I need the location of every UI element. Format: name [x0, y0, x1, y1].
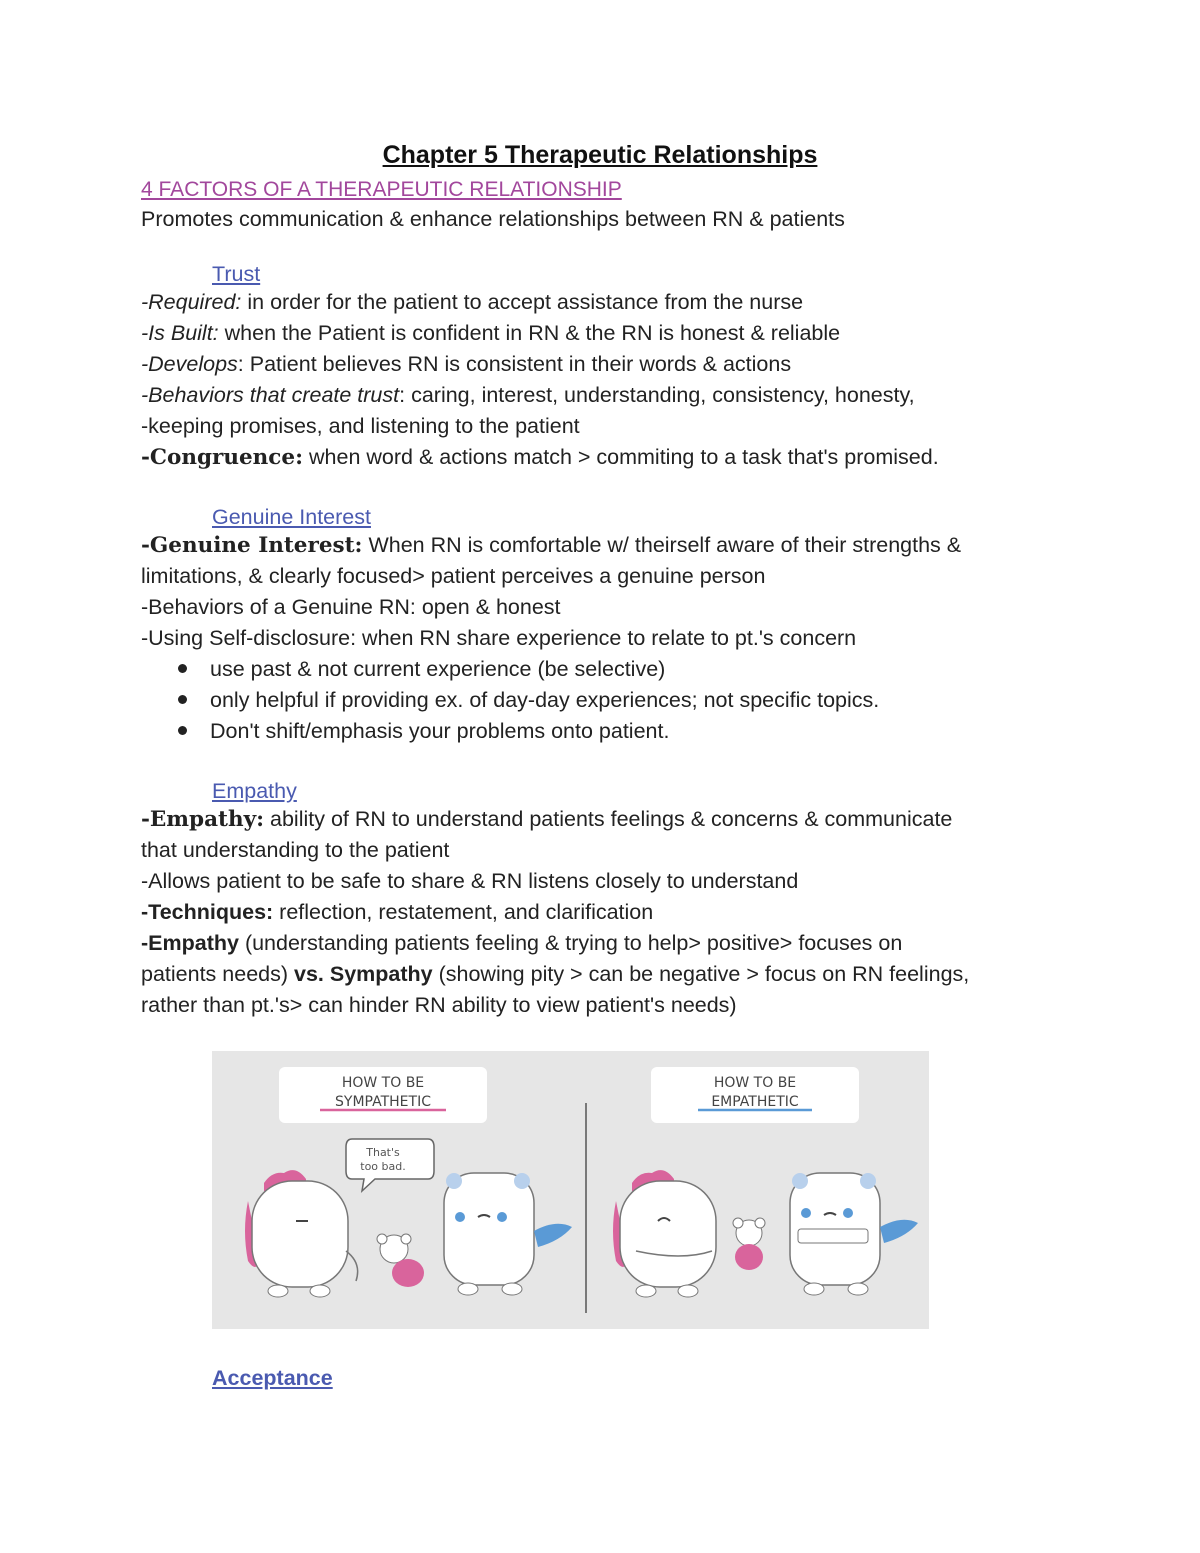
- left-label-line1: HOW TO BE: [341, 1075, 425, 1091]
- speech-line1: That's: [366, 1146, 400, 1159]
- trust-heading: Trust: [212, 262, 261, 286]
- empathy-heading: Empathy: [212, 779, 297, 803]
- pink-monster-left: [245, 1170, 358, 1297]
- genuine-self-disclosure: -Using Self-disclosure: when RN share experience to relate to pt.'s concern: [141, 626, 857, 650]
- genuine-heading: Genuine Interest: [212, 505, 371, 529]
- empathy-definition-cont: that understanding to the patient: [141, 838, 450, 862]
- acceptance-heading: Acceptance: [212, 1366, 333, 1390]
- trust-behaviors: -Behaviors that create trust: caring, interest, understanding, consistency, honesty,: [141, 383, 915, 407]
- list-item: use past & not current experience (be selective): [178, 654, 665, 685]
- list-item: Don't shift/emphasis your problems onto patient.: [178, 716, 669, 747]
- teddy-bear-dropped: [377, 1234, 424, 1287]
- trust-keeping: -keeping promises, and listening to the patient: [141, 414, 580, 438]
- pink-monster-right: [613, 1170, 716, 1297]
- empathy-compare-1: -Empathy (understanding patients feeling & trying to help> positive> focuses on: [141, 931, 903, 955]
- empathy-compare-3: rather than pt.'s> can hinder RN ability to view patient's needs): [141, 993, 737, 1017]
- trust-develops: -Develops: Patient believes RN is consistent in their words & actions: [141, 352, 792, 376]
- intro-text: Promotes communication & enhance relationships between RN & patients: [141, 207, 845, 231]
- speech-line2: too bad.: [360, 1160, 406, 1173]
- list-item: only helpful if providing ex. of day-day experiences; not specific topics.: [178, 685, 879, 716]
- trust-required: -Required: in order for the patient to accept assistance from the nurse: [141, 290, 804, 314]
- teddy-bear-held: [733, 1218, 765, 1270]
- blue-monster-left: [444, 1173, 572, 1295]
- genuine-behaviors: -Behaviors of a Genuine RN: open & honest: [141, 595, 561, 619]
- right-label-line1: HOW TO BE: [713, 1075, 797, 1091]
- bullet-icon: [178, 695, 187, 704]
- bullet-icon: [178, 726, 187, 735]
- trust-congruence: -Congruence: when word & actions match > commiting to a task that's promised.: [141, 445, 939, 470]
- empathy-techniques: -Techniques: reflection, restatement, and clarification: [141, 900, 654, 924]
- left-label-line2: SYMPATHETIC: [335, 1094, 431, 1110]
- trust-built: -Is Built: when the Patient is confident in RN & the RN is honest & reliable: [141, 321, 841, 345]
- bullet-icon: [178, 664, 187, 673]
- sympathy-vs-empathy-illustration: [212, 1051, 929, 1329]
- blue-monster-right: [790, 1173, 918, 1295]
- empathy-allows: -Allows patient to be safe to share & RN listens closely to understand: [141, 869, 799, 893]
- page-title: Chapter 5 Therapeutic Relationships: [382, 141, 818, 169]
- empathy-definition: -Empathy: ability of RN to understand patients feelings & concerns & communicate: [141, 807, 953, 832]
- empathy-compare-2: patients needs) vs. Sympathy (showing pity > can be negative > focus on RN feelings,: [141, 962, 970, 986]
- section-heading: 4 FACTORS OF A THERAPEUTIC RELATIONSHIP: [141, 178, 622, 201]
- genuine-definition-cont: limitations, & clearly focused> patient perceives a genuine person: [141, 564, 766, 588]
- genuine-definition: -Genuine Interest: When RN is comfortable w/ theirself aware of their strengths &: [141, 533, 962, 558]
- right-label-line2: EMPATHETIC: [711, 1094, 799, 1110]
